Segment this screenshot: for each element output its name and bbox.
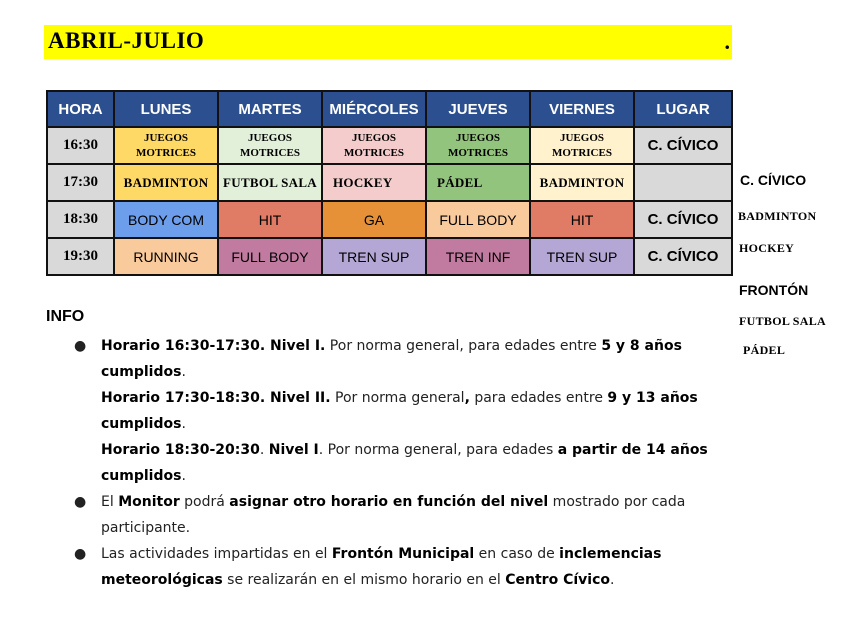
activity-cell: GA <box>322 201 426 238</box>
place-cell: C. CÍVICO <box>634 238 732 275</box>
header-hora: HORA <box>47 91 114 127</box>
side-civico-item: HOCKEY <box>739 241 795 255</box>
bullet-icon: ● <box>74 546 87 562</box>
activity-line: JUEGOS <box>247 131 292 144</box>
info-text: Las actividades impartidas en el <box>101 546 332 562</box>
info-bold: Horario 16:30-17:30. Nivel I. <box>101 338 326 354</box>
info-bold: 9 y 13 años cumplidos <box>101 390 698 432</box>
activity-cell: FULL BODY <box>426 201 530 238</box>
bullet-icon: ● <box>74 494 87 510</box>
info-text: . <box>181 364 186 380</box>
info-bold: Nivel I <box>268 442 319 458</box>
activity-cell: HIT <box>530 201 634 238</box>
info-text: podrá <box>179 494 230 510</box>
info-bold: Centro Cívico <box>505 572 610 588</box>
table-row <box>47 164 732 201</box>
info-text: . <box>610 572 615 588</box>
activity-cell: HIT <box>218 201 322 238</box>
activity-line: MOTRICES <box>552 146 612 159</box>
info-text: mostrado por cada participante. <box>101 494 686 536</box>
activity-cell: TREN SUP <box>530 238 634 275</box>
hour-cell: 19:30 <box>47 238 114 275</box>
activity-cell <box>426 127 530 164</box>
info-bold: , <box>464 390 470 406</box>
header-jueves: JUEVES <box>426 91 530 127</box>
info-bold: Monitor <box>118 494 180 510</box>
activity-line: JUEGOS <box>559 131 604 144</box>
hour-cell: 16:30 <box>47 127 114 164</box>
info-text: . <box>259 442 269 458</box>
activity-line: JUEGOS <box>351 131 396 144</box>
activity-cell: TREN SUP <box>322 238 426 275</box>
place-cell: C. CÍVICO <box>634 201 732 238</box>
activity-cell: BADMINTON <box>114 164 218 201</box>
activity-line: JUEGOS <box>455 131 500 144</box>
info-bold: 5 y 8 años cumplidos <box>101 338 682 380</box>
table-row <box>47 127 732 164</box>
activity-cell <box>114 127 218 164</box>
activity-line: MOTRICES <box>136 146 196 159</box>
info-heading: INFO <box>46 308 85 325</box>
schedule-table <box>46 90 733 276</box>
info-bold: Horario 17:30-18:30. Nivel II. <box>101 390 331 406</box>
info-list <box>70 333 720 593</box>
info-bold: Horario 18:30-20:30 <box>101 442 260 458</box>
activity-line: MOTRICES <box>344 146 404 159</box>
title-dot: . <box>724 29 730 54</box>
side-civico-item: BADMINTON <box>738 209 817 223</box>
side-civico-title: C. CÍVICO <box>740 172 807 188</box>
activity-cell: RUNNING <box>114 238 218 275</box>
info-bold: inclemencias meteorológicas <box>101 546 662 588</box>
header-lunes: LUNES <box>114 91 218 127</box>
activity-cell: BODY COM <box>114 201 218 238</box>
info-text: se realizarán en el mismo horario en el <box>222 572 506 588</box>
activity-line: MOTRICES <box>448 146 508 159</box>
activity-cell <box>530 127 634 164</box>
table-row <box>47 201 732 238</box>
title-banner <box>44 25 732 59</box>
info-bold: a partir de 14 años cumplidos <box>101 442 708 484</box>
page-title: ABRIL-JULIO <box>48 28 205 53</box>
activity-line: JUEGOS <box>143 131 188 144</box>
activity-cell: PÁDEL <box>426 164 530 201</box>
list-item <box>70 541 720 593</box>
header-lugar: LUGAR <box>634 91 732 127</box>
activity-cell: FUTBOL SALA <box>218 164 322 201</box>
side-fronton-item: PÁDEL <box>743 343 786 357</box>
table-row <box>47 238 732 275</box>
info-text: Por norma general <box>330 390 465 406</box>
info-text: El <box>101 494 119 510</box>
info-text: Por norma general, para edades entre <box>325 338 602 354</box>
list-item <box>70 489 720 541</box>
activity-cell: BADMINTON <box>530 164 634 201</box>
side-fronton-title: FRONTÓN <box>739 282 809 298</box>
info-text: . <box>181 468 186 484</box>
table-header-row <box>47 91 732 127</box>
hour-cell: 18:30 <box>47 201 114 238</box>
info-text: para edades entre <box>469 390 608 406</box>
info-text: . Por norma general, para edades <box>318 442 558 458</box>
place-cell <box>634 164 732 201</box>
list-item <box>70 333 720 489</box>
side-fronton-item: FUTBOL SALA <box>739 314 826 328</box>
header-martes: MARTES <box>218 91 322 127</box>
info-text: . <box>181 416 186 432</box>
activity-cell: FULL BODY <box>218 238 322 275</box>
activity-line: MOTRICES <box>240 146 300 159</box>
header-miercoles: MIÉRCOLES <box>322 91 426 127</box>
place-cell: C. CÍVICO <box>634 127 732 164</box>
activity-cell: HOCKEY <box>322 164 426 201</box>
info-bold: Frontón Municipal <box>331 546 475 562</box>
info-text: en caso de <box>474 546 560 562</box>
hour-cell: 17:30 <box>47 164 114 201</box>
activity-cell <box>218 127 322 164</box>
activity-cell: TREN INF <box>426 238 530 275</box>
info-bold: asignar otro horario en función del nivel <box>229 494 549 510</box>
header-viernes: VIERNES <box>530 91 634 127</box>
activity-cell <box>322 127 426 164</box>
bullet-icon: ● <box>74 338 87 354</box>
